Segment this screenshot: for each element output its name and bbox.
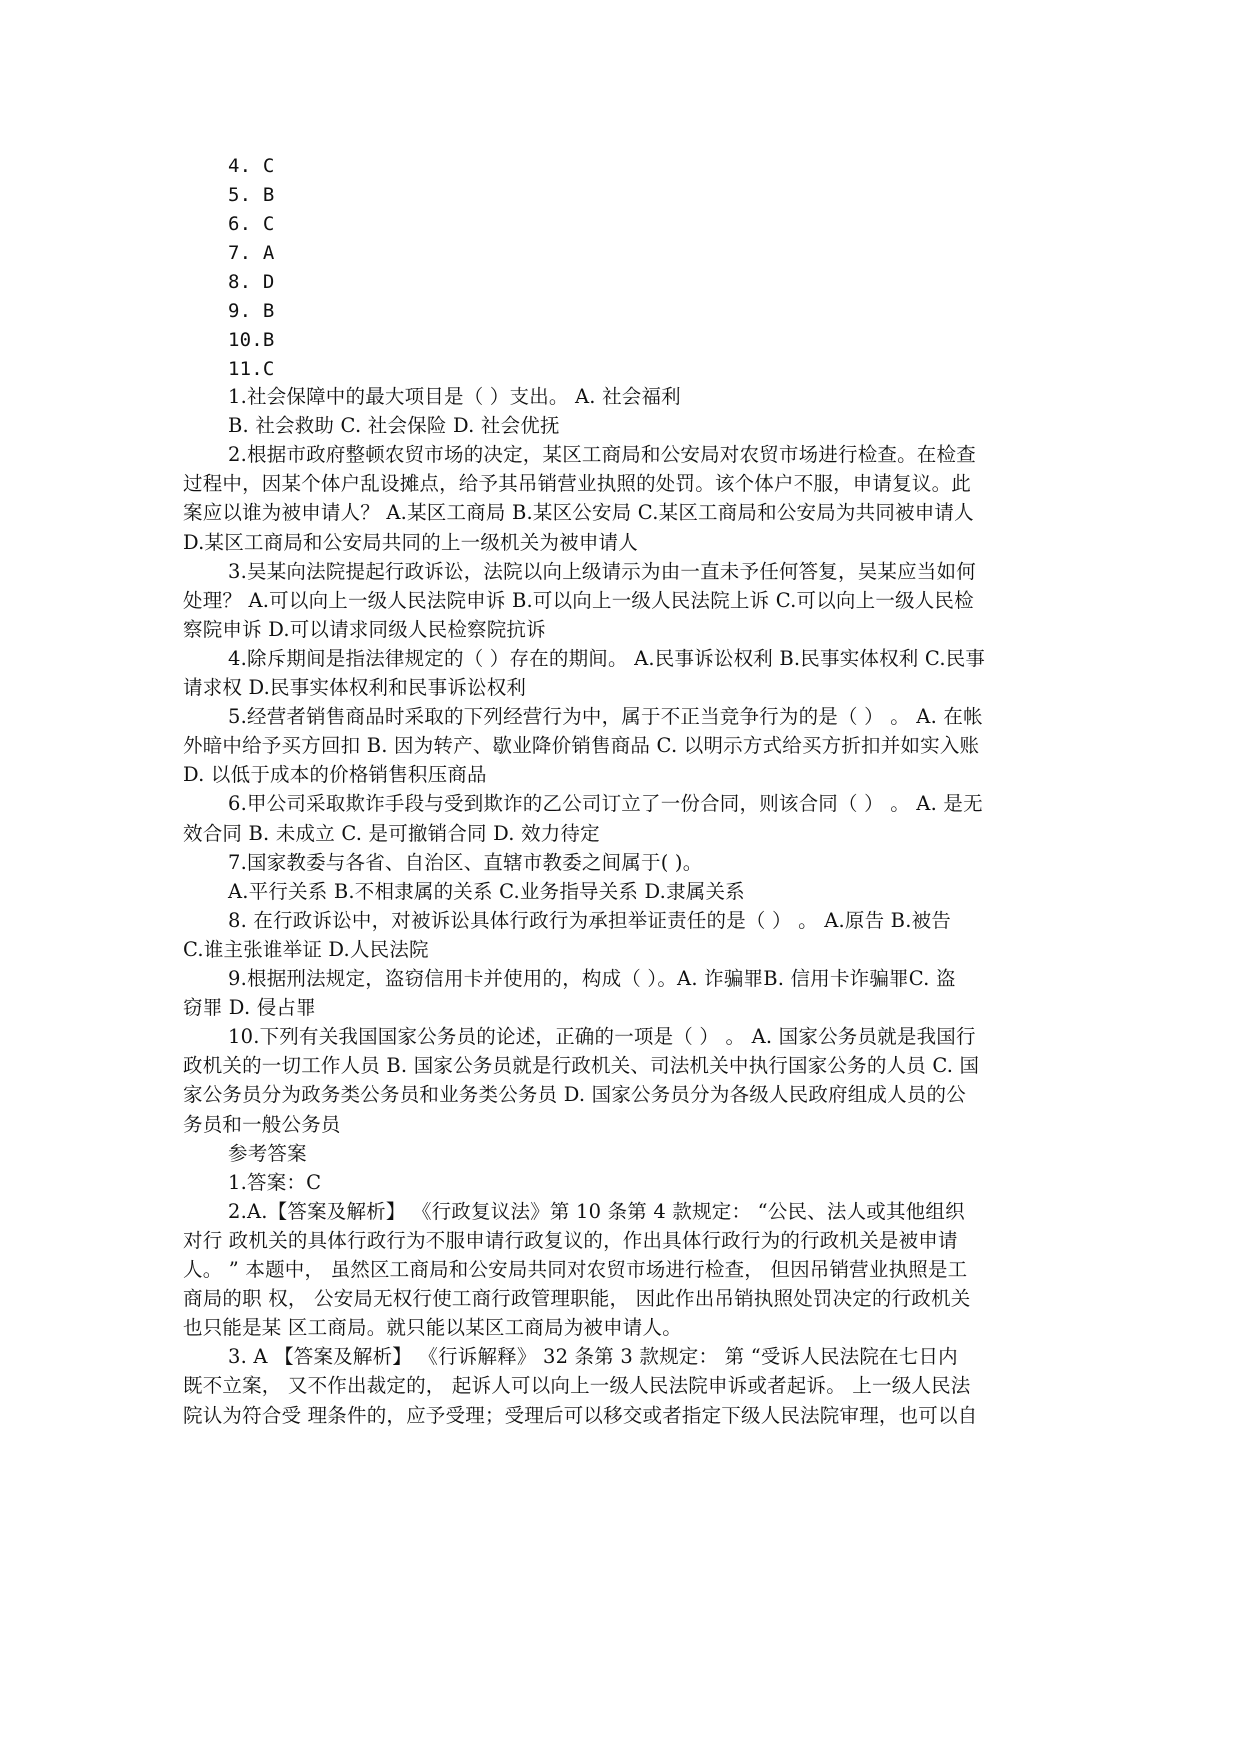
- text-line: 9.根据刑法规定，盗窃信用卡并使用的，构成（ ）。A. 诈骗罪B. 信用卡诈骗罪C. 盗: [228, 967, 956, 990]
- text-line: 3. A 【答案及解析】 《行诉解释》 32 条第 3 款规定： 第 “受诉人民法院在七日内: [228, 1345, 958, 1369]
- answer-item: 9. B: [228, 300, 275, 322]
- answer-item: 8. D: [228, 271, 275, 293]
- text-line: C.谁主张谁举证 D.人民法院: [183, 937, 429, 961]
- text-line: 效合同 B. 未成立 C. 是可撤销合同 D. 效力待定: [183, 821, 600, 845]
- text-line: 人。 ” 本题中， 虽然区工商局和公安局共同对农贸市场进行检查， 但因吊销营业执照是工: [183, 1258, 968, 1281]
- text-line: 参考答案: [228, 1141, 307, 1165]
- text-line: D.某区工商局和公安局共同的上一级机关为被申请人: [183, 530, 638, 554]
- text-line: 2.根据市政府整顿农贸市场的决定，某区工商局和公安局对农贸市场进行检查。在检查: [228, 443, 976, 467]
- text-line: 1.答案：C: [228, 1170, 322, 1194]
- text-line: 1.社会保障中的最大项目是（ ）支出。 A. 社会福利: [228, 385, 681, 408]
- answer-item: 10.B: [228, 329, 275, 351]
- text-line: 窃罪 D. 侵占罪: [183, 996, 316, 1020]
- text-line: 院认为符合受 理条件的，应予受理；受理后可以移交或者指定下级人民法院审理，也可以自: [183, 1403, 978, 1427]
- answer-item: 7. A: [228, 242, 275, 264]
- text-line: 8. 在行政诉讼中，对被诉讼具体行政行为承担举证责任的是（ ） 。 A.原告 B.被告: [228, 908, 952, 932]
- text-line: D. 以低于成本的价格销售积压商品: [183, 763, 487, 787]
- text-line: 过程中，因某个体户乱设摊点，给予其吊销营业执照的处罚。该个体户不服，申请复议。此: [183, 472, 972, 496]
- text-line: 察院申诉 D.可以请求同级人民检察院抗诉: [183, 617, 546, 641]
- text-line: 5.经营者销售商品时采取的下列经营行为中，属于不正当竞争行为的是（ ） 。 A. 在帐: [228, 705, 983, 729]
- text-line: 外暗中给予买方回扣 B. 因为转产、歇业降价销售商品 C. 以明示方式给买方折扣并如实入账: [183, 734, 980, 758]
- text-line: 案应以谁为被申请人？ A.某区工商局 B.某区公安局 C.某区工商局和公安局为共同被申请人: [183, 501, 974, 525]
- text-line: 务员和一般公务员: [183, 1112, 341, 1136]
- text-line: 10.下列有关我国国家公务员的论述，正确的一项是（ ） 。 A. 国家公务员就是我国行: [228, 1025, 976, 1049]
- text-line: B. 社会救助 C. 社会保险 D. 社会优抚: [228, 414, 560, 438]
- text-line: 也只能是某 区工商局。就只能以某区工商局为被申请人。: [183, 1316, 682, 1340]
- text-line: 家公务员分为政务类公务员和业务类公务员 D. 国家公务员分为各级人民政府组成人员的公: [183, 1083, 966, 1107]
- text-line: 政机关的一切工作人员 B. 国家公务员就是行政机关、司法机关中执行国家公务的人员 C. 国: [183, 1054, 980, 1078]
- text-line: 处理？ A.可以向上一级人民法院申诉 B.可以向上一级人民法院上诉 C.可以向上一级人民检: [183, 588, 974, 612]
- text-line: 商局的职 权， 公安局无权行使工商行政管理职能， 因此作出吊销执照处罚决定的行政机关: [183, 1287, 971, 1311]
- answer-item: 6. C: [228, 213, 275, 235]
- answer-item: 4. C: [228, 155, 275, 177]
- text-line: 既不立案， 又不作出裁定的， 起诉人可以向上一级人民法院申诉或者起诉。 上一级人民法: [183, 1374, 971, 1398]
- answer-item: 11.C: [228, 358, 275, 380]
- text-line: 对行 政机关的具体行政行为不服申请行政复议的，作出具体行政行为的行政机关是被申请: [183, 1228, 958, 1252]
- text-line: 3.吴某向法院提起行政诉讼，法院以向上级请示为由一直未予任何答复，吴某应当如何: [228, 559, 976, 583]
- text-line: 4.除斥期间是指法律规定的（ ）存在的期间。 A.民事诉讼权利 B.民事实体权利 C.民事: [228, 646, 986, 670]
- text-line: A.平行关系 B.不相隶属的关系 C.业务指导关系 D.隶属关系: [228, 879, 745, 903]
- text-line: 7.国家教委与各省、自治区、直辖市教委之间属于( )。: [228, 850, 703, 874]
- text-line: 6.甲公司采取欺诈手段与受到欺诈的乙公司订立了一份合同，则该合同（ ） 。 A. 是无: [228, 792, 983, 816]
- text-line: 请求权 D.民事实体权利和民事诉讼权利: [183, 676, 527, 699]
- answer-item: 5. B: [228, 184, 275, 206]
- text-line: 2.A.【答案及解析】 《行政复议法》第 10 条第 4 款规定： “公民、法人或其他组织: [228, 1199, 965, 1223]
